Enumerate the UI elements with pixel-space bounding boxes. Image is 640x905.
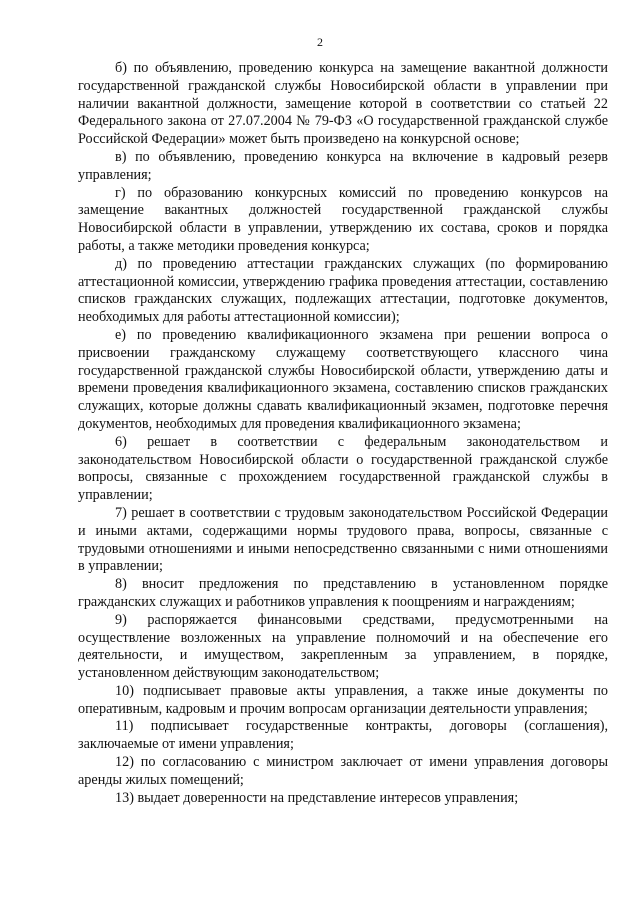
paragraph-11-state-contracts: 11) подписывает государственные контракты, договоры (соглашения), заключаемые от имени управления; xyxy=(78,718,608,753)
page-number: 2 xyxy=(317,35,323,49)
paragraph-8-awards-proposals: 8) вносит предложения по представлению в установленном порядке гражданских служащих и работников управления к поощрениям и награждениям; xyxy=(78,576,608,610)
paragraph-13-power-of-attorney: 13) выдает доверенности на представление интересов управления; xyxy=(115,789,519,806)
paragraph-9-financial-resources: 9) распоряжается финансовыми средствами, предусмотренными на осуществление возложенных на управление полномочий и на обеспечение его деятельности, и имуществом, закрепленным за управлением, в порядке, установленном действующим законодательством; xyxy=(78,611,608,682)
paragraph-12-lease-agreements: 12) по согласованию с министром заключает от имени управления договоры аренды жилых помещений; xyxy=(78,754,608,788)
paragraph-6-civil-service-issues: 6) решает в соответствии с федеральным законодательством и законодательством Новосибирской области о государственной гражданской службе вопросы, связанные с прохождением государственной гражданской службы в управлении; xyxy=(78,433,608,504)
paragraph-7-labor-relations: 7) решает в соответствии с трудовым законодательством Российской Федерации и иными актами, содержащими нормы трудового права, вопросы, связанные с трудовыми отношениями и иными непосредственно связанными с ними отношениями в управлении; xyxy=(78,504,608,575)
paragraph-b-competition-vacancy: б) по объявлению, проведению конкурса на замещение вакантной должности государственной гражданской службы Новосибирской области в управлении при наличии вакантной должности, замещение которой в соответствии со статьей 22 Федерального закона от 27.07.2004 № 79-ФЗ «О государственной гражданской службе Российской Федерации» может быть произведено на конкурсной основе; xyxy=(78,60,608,148)
paragraph-g-competition-commissions: г) по образованию конкурсных комиссий по проведению конкурсов на замещение вакантных должностей государственной гражданской службы Новосибирской области в управлении, утверждению их состава, сроков и порядка работы, а также методики проведения конкурса; xyxy=(78,184,608,254)
paragraph-10-legal-acts: 10) подписывает правовые акты управления, а также иные документы по оперативным, кадровым и прочим вопросам организации деятельности управления; xyxy=(78,682,608,717)
paragraph-d-attestation: д) по проведению аттестации гражданских служащих (по формированию аттестационной комиссии, утверждению графика проведения аттестации, составлению списков гражданских служащих, подлежащих аттестации, подготовке документов, необходимых для работы аттестационной комиссии); xyxy=(78,255,608,326)
paragraph-v-personnel-reserve: в) по объявлению, проведению конкурса на включение в кадровый резерв управления; xyxy=(78,148,608,183)
paragraph-e-qualification-exam: е) по проведению квалификационного экзамена при решении вопроса о присвоении гражданскому служащему соответствующего классного чина государственной гражданской службы Новосибирской области, утверждению даты и времени проведения квалификационного экзамена, составлению списков гражданских служащих, которые должны сдавать квалификационный экзамен, подготовке перечня документов, необходимых для проведения квалификационного экзамена; xyxy=(78,326,608,432)
document-body xyxy=(78,60,608,807)
